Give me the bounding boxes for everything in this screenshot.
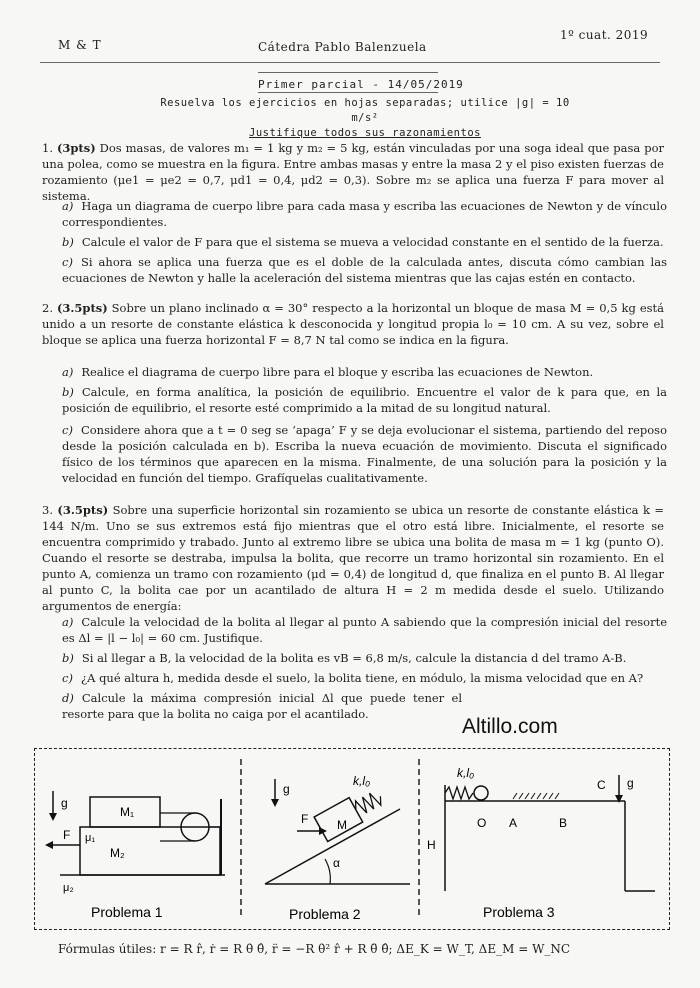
- problem-2-number: 2.: [42, 301, 53, 315]
- fig2-alpha-label: α: [333, 856, 340, 870]
- fig3-caption: Problema 3: [483, 904, 555, 920]
- problem-3c-label: c): [62, 671, 73, 685]
- problem-3: [42, 502, 664, 614]
- fig2-incline: [265, 809, 400, 884]
- fig1-g-label: g: [61, 796, 68, 810]
- fig2-gravity-arrowhead: [271, 799, 279, 807]
- fig1-mu1-label: μ₁: [85, 832, 96, 844]
- fig2-m-label: M: [337, 818, 347, 832]
- fig1-m2-label: M₂: [110, 846, 125, 860]
- problem-2-text: Sobre un plano inclinado α = 30° respecto a la horizontal un bloque de masa M = 0,5 kg está unido a un resorte de constante elástica k desconocida y longitud propia l₀ = 10 cm. A su vez, sobre el bloque se aplica una fuerza horizontal F = 8,7 N tal como se indica en la figura.: [42, 301, 665, 347]
- problem-3b: [62, 650, 667, 666]
- fig2-f-label: F: [301, 812, 309, 826]
- problem-2a-label: a): [62, 365, 74, 379]
- figures-box: [34, 748, 670, 930]
- problem-1c: [62, 254, 667, 286]
- instruction-line-1: Resuelva los ejercicios en hojas separadas; utilice |g| = 10 m/s²: [160, 97, 570, 124]
- fig1-force-arrowhead: [45, 841, 53, 849]
- problem-1a-label: a): [62, 199, 74, 213]
- fig2-k-label: k,l₀: [353, 774, 371, 788]
- problem-2b: [62, 384, 667, 416]
- problem-2a: [62, 364, 667, 380]
- fig3-g-label: g: [627, 776, 634, 790]
- problem-2c-text: Considere ahora que a t = 0 seg se ‘apaga’ F y se deja evolucionar el sistema, partiendo del reposo desde la posición calculada en b). Escriba la nueva ecuación de movimiento. Discuta el significado físico de los términos que aparecen en la misma. Finalmente, de una solución para la posición y la velocidad en función del tiempo. Grafíquelas cualitativamente.: [62, 423, 667, 485]
- problem-3a: [62, 614, 667, 646]
- problem-3d: [62, 690, 462, 722]
- fig3-h-label: H: [427, 838, 436, 852]
- problem-1-number: 1.: [42, 141, 53, 155]
- fig1-mu2-label: μ₂: [63, 882, 74, 894]
- title-rule-top: [258, 72, 438, 73]
- problem-3c: [62, 670, 667, 686]
- problem-1: [42, 140, 664, 204]
- fig1-block-m2: [80, 827, 220, 875]
- fig3-gravity-arrowhead: [615, 795, 623, 803]
- problem-1b-label: b): [62, 235, 74, 249]
- footer-formulas: Fórmulas útiles: r = R r̂, ṙ = R θ̇ θ̂, r̈ = −R θ̇² r̂ + R θ̈ θ̂; ΔE_K = W_T, ΔE_M = W_NC: [58, 942, 571, 956]
- fig2-block-group: [314, 784, 387, 841]
- problem-1b-text: Calcule el valor de F para que el sistema se mueva a velocidad constante en el sentido de la fuerza.: [81, 235, 664, 249]
- title-rule-bottom: [258, 92, 438, 93]
- problem-2: [42, 300, 664, 348]
- fig3-c-label: C: [597, 778, 606, 792]
- watermark: Altillo.com: [462, 715, 558, 738]
- problem-1-points: (3pts): [56, 141, 96, 155]
- figures-svg: [35, 749, 669, 929]
- problem-2b-label: b): [62, 385, 74, 399]
- header-right: 1º cuat. 2019: [560, 28, 649, 42]
- fig3-a-label: A: [509, 816, 518, 830]
- fig2-angle-arc: [325, 859, 330, 884]
- problem-3b-text: Si al llegar a B, la velocidad de la bolita es vB = 6,8 m/s, calcule la distancia d del tramo A-B.: [81, 651, 627, 665]
- exam-title: Primer parcial - 14/05/2019: [258, 78, 464, 91]
- fig1-f-label: F: [63, 828, 71, 842]
- problem-1c-text: Si ahora se aplica una fuerza que es el doble de la calculada antes, discuta cómo cambian las ecuaciones de Newton y halle la aceleración del sistema mientras que las cajas estén en contacto.: [62, 255, 667, 285]
- problem-1b: [62, 234, 667, 250]
- fig3-spring: [445, 787, 473, 799]
- problem-3a-text: Calcule la velocidad de la bolita al llegar al punto A sabiendo que la compresión inicial del resorte es Δl = |l − l₀| = 60 cm. Justifique.: [62, 615, 667, 645]
- problem-3-text: Sobre una superficie horizontal sin rozamiento se ubica un resorte de constante elástica k = 144 N/m. Uno se sus extremos está fijo mientras que el otro está libre. Inicialmente, el resorte se encuentra comprimido y trabado. Junto al extremo libre se ubica una bolita de masa m = 1 kg (punto O). Cuando el resorte se destraba, impulsa la bolita, que recorre un tramo horizontal sin rozamiento. En el punto A, comienza un tramo con rozamiento (μd = 0,4) de longitud d, que finaliza en el punto B. Al llegar al punto C, la bolita cae por un acantilado de altura H = 2 m medida desde el suelo. Utilizando argumentos de energía:: [42, 503, 665, 613]
- fig3-k-label: k,l₀: [457, 766, 475, 780]
- fig1-caption: Problema 1: [91, 904, 163, 920]
- problem-3d-label: d): [62, 691, 74, 705]
- problem-2a-text: Realice el diagrama de cuerpo libre para el bloque y escriba las ecuaciones de Newton.: [81, 365, 594, 379]
- fig2-g-label: g: [283, 782, 290, 796]
- problem-1c-label: c): [62, 255, 73, 269]
- figure-3: [427, 766, 655, 920]
- fig3-rough-section: [513, 793, 559, 799]
- problem-3-points: (3.5pts): [57, 503, 109, 517]
- problem-2b-text: Calcule, en forma analítica, la posición de equilibrio. Encuentre el valor de k para que, en la posición de equilibrio, el resorte esté comprimido a la mitad de su longitud natural.: [62, 385, 667, 415]
- header-center: Cátedra Pablo Balenzuela: [258, 40, 427, 54]
- figure-2: [265, 774, 410, 922]
- fig1-m1-label: M₁: [120, 805, 135, 819]
- problem-2-points: (3.5pts): [56, 301, 108, 315]
- instructions: [150, 96, 580, 141]
- problem-1a-text: Haga un diagrama de cuerpo libre para cada masa y escriba las ecuaciones de Newton y de vínculo correspondientes.: [62, 199, 667, 229]
- problem-3-number: 3.: [42, 503, 53, 517]
- problem-3c-text: ¿A qué altura h, medida desde el suelo, la bolita tiene, en módulo, la misma velocidad que en A?: [80, 671, 644, 685]
- fig3-ball: [474, 786, 488, 800]
- problem-1-text: Dos masas, de valores m₁ = 1 kg y m₂ = 5 kg, están vinculadas por una soga ideal que pasa por una polea, como se muestra en la figura. Entre ambas masas y entre la masa 2 y el piso existen fuerzas de rozamiento (μe1 = μe2 = 0,7, μd1 = 0,4, μd2 = 0,3). Sobre m₂ se aplica una fuerza F para mover al sistema.: [42, 141, 665, 203]
- fig3-o-label: O: [477, 816, 487, 830]
- problem-2c: [62, 422, 667, 486]
- header-rule: [40, 62, 660, 63]
- problem-1a: [62, 198, 667, 230]
- problem-3d-text: Calcule la máxima compresión inicial Δl que puede tener el resorte para que la bolita no caiga por el acantilado.: [62, 691, 462, 721]
- instruction-line-2: Justifique todos sus razonamientos: [249, 127, 481, 139]
- header-left: M & T: [58, 38, 102, 52]
- problem-3b-label: b): [62, 651, 74, 665]
- fig1-gravity-arrowhead: [49, 813, 57, 821]
- problem-2c-label: c): [62, 423, 73, 437]
- fig3-b-label: B: [559, 816, 568, 830]
- problem-3a-label: a): [62, 615, 74, 629]
- figure-1: [45, 791, 225, 920]
- fig2-caption: Problema 2: [289, 906, 361, 922]
